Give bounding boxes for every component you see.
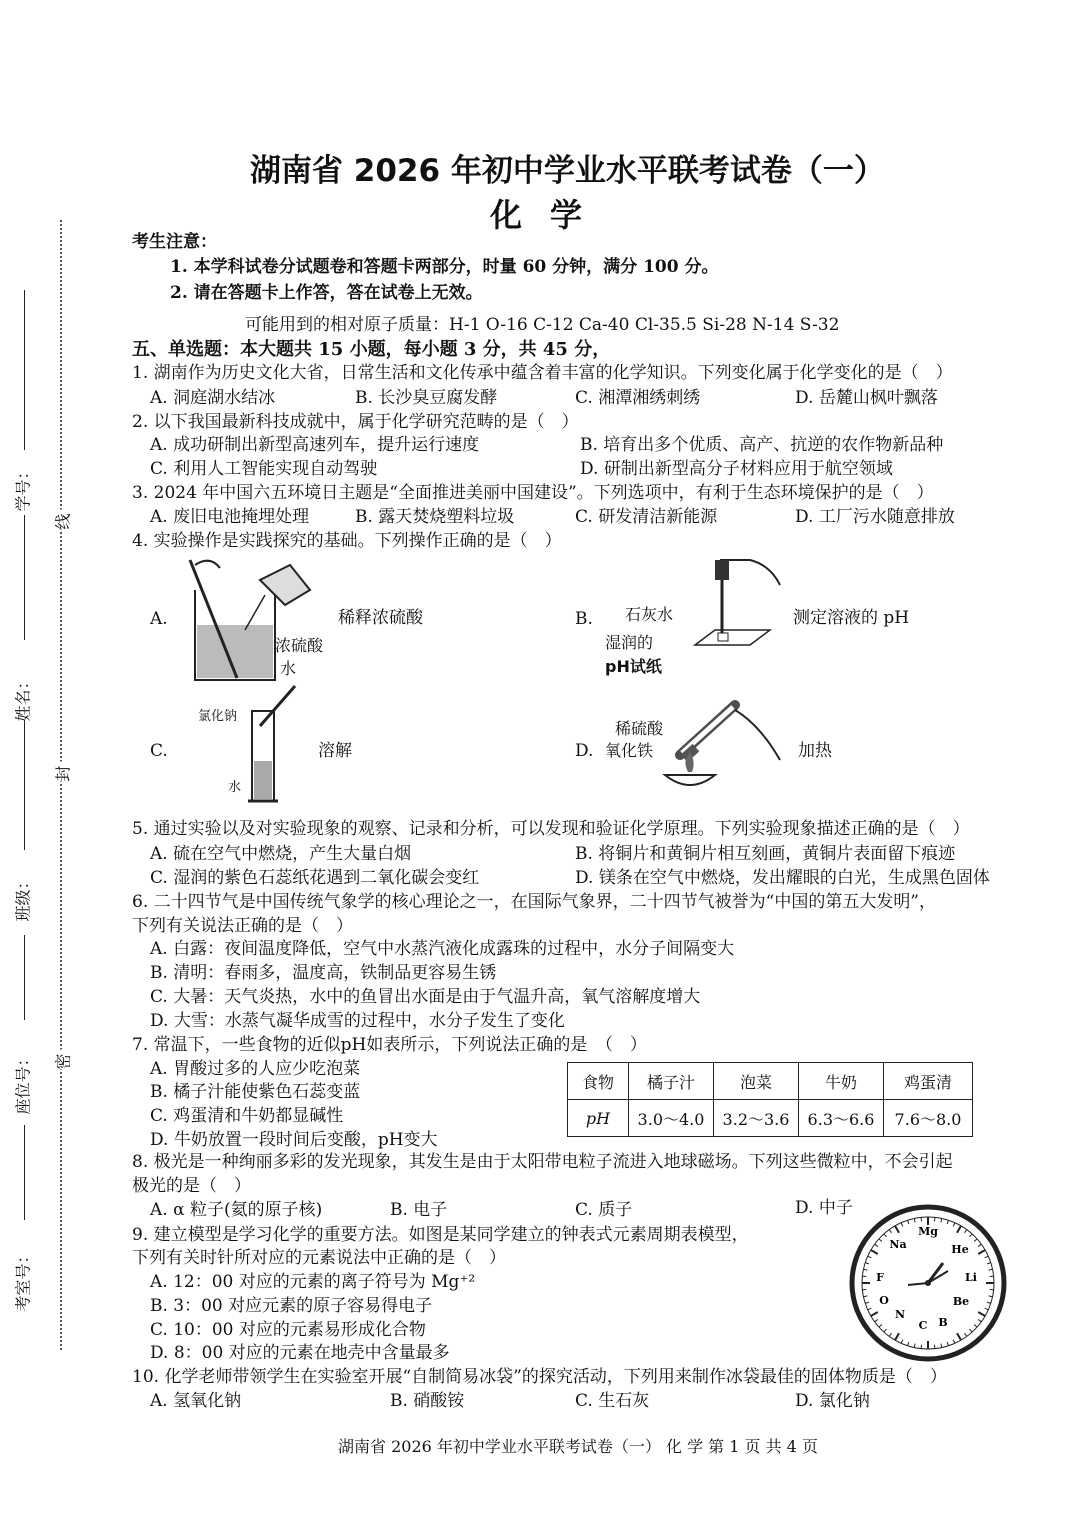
notice-item-2: 2. 请在答题卡上作答，答在试卷上无效。: [170, 283, 483, 303]
section-heading: 五、单选题：本大题共 15 小题，每小题 3 分，共 45 分，: [132, 339, 611, 360]
class-label: 班级：: [13, 873, 33, 922]
table-cell: pH: [568, 1100, 629, 1137]
q5-option-d: D. 镁条在空气中燃烧，发出耀眼的白光，生成黑色固体: [575, 868, 990, 888]
q6-stem-2: 下列有关说法正确的是（ ）: [132, 916, 353, 936]
room-no-line: [24, 1125, 25, 1220]
q1-option-a: A. 洞庭湖水结冰: [150, 388, 276, 408]
q5-option-a: A. 硫在空气中燃烧，产生大量白烟: [150, 844, 412, 864]
name-label: 姓名：: [13, 673, 33, 722]
q4-a-label-acid: 浓硫酸: [275, 636, 324, 655]
table-row: [568, 1100, 973, 1137]
q8-option-a: A. α 粒子(氦的原子核): [150, 1200, 323, 1220]
q4-a-label-water: 水: [280, 659, 297, 678]
q6-option-d: D. 大雪：水蒸气凝华成雪的过程中，水分子发生了变化: [150, 1011, 565, 1031]
clock-f: F: [876, 1271, 884, 1284]
q4-b-caption: 测定溶液的 pH: [793, 608, 910, 628]
q7-stem: 7. 常温下，一些食物的近似pH如表所示，下列说法正确的是 （ ）: [132, 1035, 647, 1055]
q4-d-letter: D.: [575, 741, 594, 761]
clock-he: He: [951, 1243, 969, 1256]
q2-option-b: B. 培育出多个优质、高产、抗逆的农作物新品种: [580, 435, 944, 455]
q7-option-d: D. 牛奶放置一段时间后变酸，pH变大: [150, 1130, 438, 1150]
q4-b-label-wet: 湿润的: [605, 633, 654, 652]
q4-stem: 4. 实验操作是实践探究的基础。下列操作正确的是（ ）: [132, 531, 562, 551]
q4-c-label-water: 水: [228, 780, 242, 795]
q4-d-caption: 加热: [798, 741, 832, 761]
q1-option-c: C. 湘潭湘绣刺绣: [575, 388, 701, 408]
q2-option-d: D. 研制出新型高分子材料应用于航空领域: [580, 459, 893, 479]
q8-stem-2: 极光的是（ ）: [132, 1176, 251, 1196]
table-cell: 3.0～4.0: [629, 1100, 714, 1137]
seal-mark-secret: 密: [51, 1050, 74, 1070]
seat-no-line: [24, 935, 25, 1020]
q10-option-b: B. 硝酸铵: [390, 1391, 465, 1411]
name-line: [24, 515, 25, 640]
q6-option-c: C. 大暑：天气炎热，水中的鱼冒出水面是由于气温升高，氧气溶解度增大: [150, 987, 701, 1007]
q3-option-a: A. 废旧电池掩埋处理: [150, 507, 310, 527]
q3-option-d: D. 工厂污水随意排放: [795, 507, 955, 527]
q8-option-b: B. 电子: [390, 1200, 448, 1220]
q1-option-b: B. 长沙臭豆腐发酵: [355, 388, 498, 408]
clock-n: N: [894, 1308, 906, 1321]
q8-stem-1: 8. 极光是一种绚丽多彩的发光现象，其发生是由于太阳带电粒子流进入地球磁场。下列这些微粒中，不会引起: [132, 1152, 953, 1172]
q5-stem: 5. 通过实验以及对实验现象的观察、记录和分析，可以发现和验证化学原理。下列实验现象描述正确的是（ ）: [132, 819, 970, 839]
binding-dotted-line: [60, 220, 62, 1350]
q4-b-label-ph-paper: pH试纸: [605, 657, 662, 676]
q9-option-d: D. 8：00 对应的元素在地壳中含量最多: [150, 1343, 450, 1363]
q4-b-letter: B.: [575, 609, 593, 629]
q7-option-a: A. 胃酸过多的人应少吃泡菜: [150, 1059, 361, 1079]
clock-na: Na: [889, 1238, 907, 1251]
student-no-label: 学号：: [13, 463, 33, 512]
table-cell: 7.6～8.0: [884, 1100, 973, 1137]
q7-option-c: C. 鸡蛋清和牛奶都显碱性: [150, 1106, 344, 1126]
q8-option-c: C. 质子: [575, 1200, 633, 1220]
table-cell: 6.3～6.6: [799, 1100, 884, 1137]
q4-c-caption: 溶解: [318, 741, 352, 761]
notice-item-1: 1. 本学科试卷分试题卷和答题卡两部分，时量 60 分钟，满分 100 分。: [170, 257, 719, 277]
table-header-cell: 食物: [568, 1063, 629, 1100]
clock-c: C: [918, 1319, 928, 1332]
q9-option-b: B. 3：00 对应元素的原子容易得电子: [150, 1296, 433, 1316]
q10-option-d: D. 氯化钠: [795, 1391, 870, 1411]
q5-option-c: C. 湿润的紫色石蕊纸花遇到二氧化碳会变红: [150, 868, 480, 888]
q9-option-c: C. 10：00 对应的元素易形成化合物: [150, 1320, 426, 1340]
notice-heading: 考生注意：: [132, 232, 217, 252]
q3-option-c: C. 研发清洁新能源: [575, 507, 718, 527]
clock-b: B: [938, 1316, 948, 1329]
q1-option-d: D. 岳麓山枫叶飘落: [795, 388, 938, 408]
q10-stem: 10. 化学老师带领学生在实验室开展“自制简易冰袋”的探究活动，下列用来制作冰袋最佳的固体物质是（ ）: [132, 1367, 947, 1387]
q3-option-b: B. 露天焚烧塑料垃圾: [355, 507, 515, 527]
q9-stem-1: 9. 建立模型是学习化学的重要方法。如图是某同学建立的钟表式元素周期表模型，: [132, 1225, 749, 1245]
clock-mg: Mg: [918, 1225, 938, 1238]
q4-a-caption: 稀释浓硫酸: [338, 608, 423, 628]
q4-c-label-nacl: 氯化钠: [198, 709, 238, 724]
q4-b-figure: [690, 555, 790, 665]
table-header-cell: 泡菜: [714, 1063, 799, 1100]
table-header-cell: 牛奶: [799, 1063, 884, 1100]
table-header-cell: 鸡蛋清: [884, 1063, 973, 1100]
q3-stem: 3. 2024 年中国六五环境日主题是“全面推进美丽中国建设”。下列选项中，有利于生态环境保护的是（ ）: [132, 483, 934, 503]
table-row: [568, 1063, 973, 1100]
q6-option-b: B. 清明：春雨多，温度高，铁制品更容易生锈: [150, 963, 497, 983]
q6-option-a: A. 白露：夜间温度降低，空气中水蒸汽液化成露珠的过程中，水分子间隔变大: [150, 939, 735, 959]
seat-no-label: 座位号：: [13, 1050, 33, 1115]
clock-be: Be: [952, 1295, 970, 1308]
q2-option-a: A. 成功研制出新型高速列车，提升运行速度: [150, 435, 480, 455]
q2-option-c: C. 利用人工智能实现自动驾驶: [150, 459, 378, 479]
q10-option-c: C. 生石灰: [575, 1391, 650, 1411]
page-footer: 湖南省 2026 年初中学业水平联考试卷（一） 化 学 第 1 页 共 4 页: [338, 1437, 818, 1456]
element-clock-figure: [848, 1203, 1008, 1363]
room-no-label: 考室号：: [13, 1247, 33, 1312]
q5-option-b: B. 将铜片和黄铜片相互刻画，黄铜片表面留下痕迹: [575, 844, 956, 864]
table-header-cell: 橘子汁: [629, 1063, 714, 1100]
clock-li: Li: [965, 1271, 977, 1284]
q4-d-label-iron-oxide: 氧化铁: [605, 741, 654, 760]
q2-stem: 2. 以下我国最新科技成就中，属于化学研究范畴的是（ ）: [132, 412, 579, 432]
q6-stem-1: 6. 二十四节气是中国传统气象学的核心理论之一，在国际气象界，二十四节气被誉为“中国的第五大发明”，: [132, 892, 937, 912]
q9-stem-2: 下列有关时针所对应的元素说法中正确的是（ ）: [132, 1248, 506, 1268]
seal-mark-line: 线: [51, 510, 74, 530]
q4-c-figure: [240, 676, 310, 806]
q4-a-letter: A.: [150, 609, 168, 629]
q4-d-label-acid: 稀硫酸: [615, 719, 664, 738]
atomic-masses: 可能用到的相对原子质量：H-1 O-16 C-12 Ca-40 Cl-35.5 Si-28 N-14 S-32: [245, 315, 840, 335]
q9-option-a: A. 12：00 对应的元素的离子符号为 Mg⁺²: [150, 1272, 476, 1292]
subject-title: 化学: [490, 196, 611, 234]
q4-c-letter: C.: [150, 741, 168, 761]
class-line: [24, 720, 25, 850]
q4-d-figure: [660, 700, 790, 800]
q7-option-b: B. 橘子汁能使紫色石蕊变蓝: [150, 1082, 361, 1102]
page-title: 湖南省 2026 年初中学业水平联考试卷（一）: [250, 153, 885, 189]
q8-option-d: D. 中子: [795, 1198, 853, 1218]
clock-o: O: [879, 1294, 889, 1307]
table-cell: 3.2～3.6: [714, 1100, 799, 1137]
q4-b-label-limewater: 石灰水: [625, 605, 674, 624]
student-no-line: [24, 290, 25, 450]
q4-a-figure: [175, 550, 335, 690]
ph-table: [567, 1062, 973, 1137]
q1-stem: 1. 湖南作为历史文化大省，日常生活和文化传承中蕴含着丰富的化学知识。下列变化属于化学变化的是（ ）: [132, 363, 953, 383]
q10-option-a: A. 氢氧化钠: [150, 1391, 242, 1411]
seal-mark-seal: 封: [51, 762, 74, 782]
